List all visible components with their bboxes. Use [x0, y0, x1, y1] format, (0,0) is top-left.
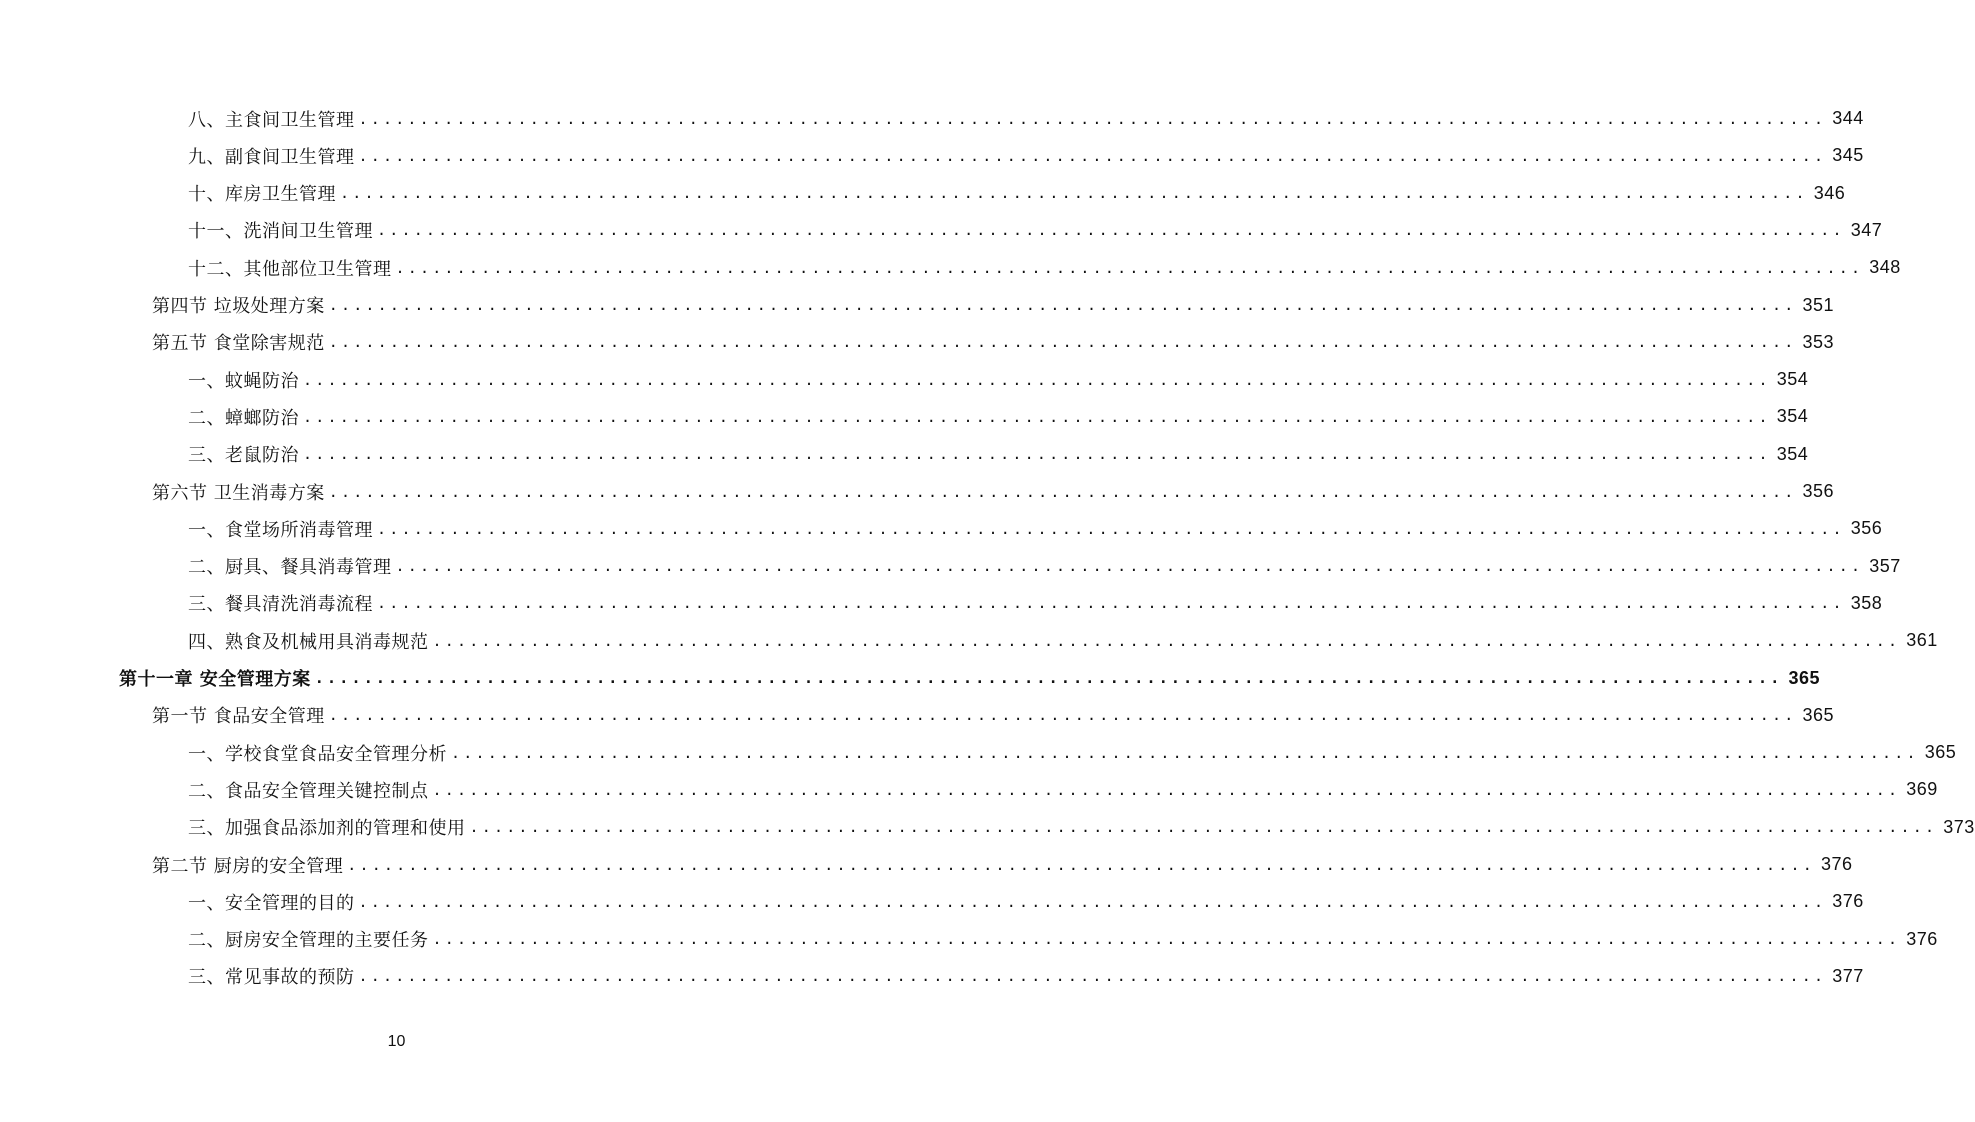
toc-entry-page: 345: [1832, 145, 1864, 166]
page-number: 10: [387, 1033, 406, 1050]
toc-dot-leader: ........................................................................................................................: [328, 296, 1797, 314]
toc-dot-leader: ........................................................................................................................: [358, 967, 1827, 986]
toc-entry-page: 373: [1943, 816, 1975, 837]
toc-entry[interactable]: [119, 660, 1821, 697]
toc-dot-leader: ........................................................................................................................: [377, 519, 1845, 538]
toc-entry[interactable]: [188, 585, 1883, 622]
toc-dot-leader: ........................................................................................................................: [347, 855, 1815, 874]
toc-entry[interactable]: [188, 361, 1809, 398]
toc-entry-title: 一、学校食堂食品安全管理分析: [188, 743, 447, 765]
toc-entry[interactable]: [188, 548, 1901, 585]
toc-entry-page: 357: [1869, 555, 1901, 576]
toc-entry-title: 二、蟑螂防治: [188, 407, 299, 429]
toc-entry-page: 377: [1832, 965, 1864, 986]
toc-entry-title: 十二、其他部位卫生管理: [188, 258, 392, 280]
toc-dot-leader: ........................................................................................................................: [432, 780, 1901, 799]
toc-entry[interactable]: [188, 622, 1938, 659]
toc-entry[interactable]: [152, 697, 1834, 734]
toc-dot-leader: ........................................................................................................................: [328, 333, 1797, 352]
toc-entry[interactable]: [188, 510, 1883, 547]
toc-entry-title: 二、厨具、餐具消毒管理: [188, 557, 392, 579]
toc-dot-leader: ........................................................................................................................: [314, 669, 1783, 687]
toc-entry-page: 346: [1813, 182, 1846, 203]
toc-entry-title: 四、熟食及机械用具消毒规范: [188, 631, 429, 653]
toc-entry-title: 第五节 食堂除害规范: [152, 333, 325, 355]
toc-entry-title: 第二节 厨房的安全管理: [152, 855, 344, 877]
toc-dot-leader: ........................................................................................................................: [328, 706, 1797, 725]
toc-dot-leader: ........................................................................................................................: [432, 631, 1901, 650]
toc-entry[interactable]: [152, 473, 1834, 510]
toc-dot-leader: ........................................................................................................................: [340, 184, 1808, 203]
toc-entry-title: 二、食品安全管理关键控制点: [188, 780, 429, 802]
toc-entry-title: 第六节 卫生消毒方案: [152, 482, 325, 504]
toc-entry-page: 376: [1906, 928, 1938, 949]
toc-entry[interactable]: [152, 846, 1853, 883]
toc-dot-leader: ........................................................................................................................: [451, 743, 1919, 762]
toc-entry-title: 第一节 食品安全管理: [152, 706, 325, 728]
toc-entry-page: 356: [1802, 481, 1834, 501]
toc-entry-title: 九、副食间卫生管理: [188, 146, 355, 168]
toc-entry[interactable]: [188, 734, 1957, 771]
toc-entry-page: 358: [1850, 592, 1883, 613]
toc-entry-title: 三、加强食品添加剂的管理和使用: [188, 818, 466, 840]
toc-entry-page: 361: [1906, 630, 1938, 651]
toc-entry-title: 三、餐具清洗消毒流程: [188, 594, 373, 616]
toc-entry-title: 一、蚊蝇防治: [188, 370, 299, 392]
toc-entry-title: 十、库房卫生管理: [188, 184, 336, 206]
toc-dot-leader: ........................................................................................................................: [377, 594, 1845, 613]
toc-dot-leader: ........................................................................................................................: [303, 370, 1771, 389]
toc-entry-page: 351: [1802, 294, 1834, 315]
toc-entry-page: 354: [1776, 443, 1809, 464]
toc-entry-title: 第十一章 安全管理方案: [119, 669, 311, 690]
toc-entry[interactable]: [188, 175, 1846, 212]
toc-entry-title: 三、常见事故的预防: [188, 967, 355, 989]
toc-entry[interactable]: [188, 212, 1883, 249]
toc-entry-page: 354: [1776, 369, 1809, 390]
toc-entry-page: 348: [1869, 257, 1901, 278]
toc-dot-leader: ........................................................................................................................: [395, 557, 1864, 576]
toc-entry-page: 353: [1802, 331, 1834, 352]
toc-entry-title: 二、厨房安全管理的主要任务: [188, 930, 429, 952]
toc-entry[interactable]: [188, 100, 1864, 137]
toc-entry-page: 369: [1906, 779, 1938, 800]
toc-entry-page: 365: [1802, 704, 1834, 725]
toc-dot-leader: ........................................................................................................................: [358, 109, 1827, 128]
toc-dot-leader: ........................................................................................................................: [469, 818, 1938, 837]
toc-entry-title: 一、安全管理的目的: [188, 892, 355, 914]
toc-entry-page: 347: [1850, 219, 1883, 240]
toc-entry[interactable]: [188, 137, 1864, 174]
toc-dot-leader: ........................................................................................................................: [358, 892, 1827, 911]
toc-dot-leader: ........................................................................................................................: [395, 258, 1864, 277]
toc-entry[interactable]: [152, 287, 1834, 324]
toc-dot-leader: ........................................................................................................................: [377, 221, 1845, 240]
toc-entry-page: 376: [1820, 854, 1853, 874]
toc-entry[interactable]: [188, 249, 1901, 286]
toc-entry[interactable]: [188, 436, 1809, 473]
toc-dot-leader: ........................................................................................................................: [432, 930, 1901, 949]
toc-entry-page: 356: [1850, 518, 1883, 539]
toc-dot-leader: ........................................................................................................................: [358, 146, 1827, 165]
toc-entry[interactable]: [188, 883, 1864, 920]
toc-entry-title: 一、食堂场所消毒管理: [188, 519, 373, 541]
toc-entry[interactable]: [152, 324, 1834, 361]
toc-entry-title: 十一、洗消间卫生管理: [188, 221, 373, 243]
toc-entry-page: 354: [1776, 406, 1809, 427]
toc-entry[interactable]: [188, 398, 1809, 435]
toc-dot-leader: ........................................................................................................................: [328, 482, 1797, 501]
toc-entry-page: 376: [1832, 891, 1864, 912]
toc-dot-leader: ........................................................................................................................: [303, 445, 1771, 464]
toc-entry[interactable]: [188, 809, 1975, 846]
toc-dot-leader: ........................................................................................................................: [303, 407, 1771, 426]
toc-entry-title: 八、主食间卫生管理: [188, 109, 355, 131]
toc-entry[interactable]: [188, 958, 1864, 995]
toc-entry-title: 第四节 垃圾处理方案: [152, 296, 325, 317]
toc-entry[interactable]: [188, 771, 1938, 808]
toc-entry[interactable]: [188, 921, 1938, 958]
toc-entry-page: 344: [1832, 108, 1864, 128]
toc-entry-page: 365: [1788, 667, 1821, 688]
toc-entry-page: 365: [1924, 742, 1957, 763]
toc-entry-title: 三、老鼠防治: [188, 445, 299, 467]
